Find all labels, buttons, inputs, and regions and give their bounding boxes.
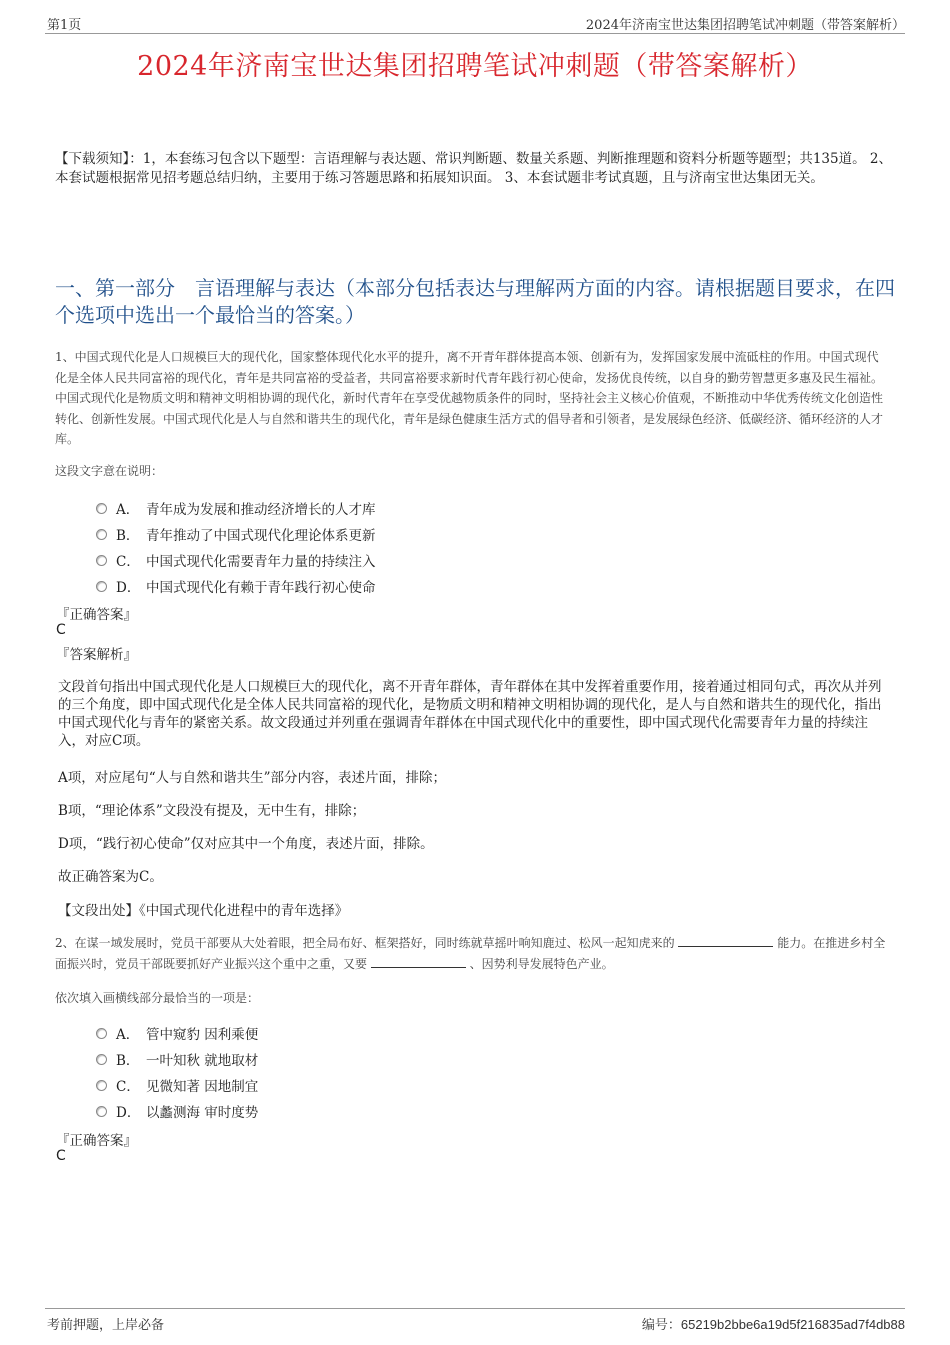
- radio-icon[interactable]: [96, 555, 107, 566]
- option-text: 管中窥豹 因利乘便: [146, 1027, 259, 1043]
- option-text: 中国式现代化需要青年力量的持续注入: [146, 554, 376, 570]
- option-text: 一叶知秋 就地取材: [146, 1053, 259, 1069]
- footer-divider: [45, 1308, 905, 1309]
- question-1-analysis: 文段首句指出中国式现代化是人口规模巨大的现代化，离不开青年群体，青年群体在其中发挥着重要作用，接着通过相同句式，再次从并列的三个角度，即中国式现代化是全体人民共同富裕的现代化，是物质文明和精神文明相协调的现代化，是人与自然和谐共生的现代化，指出中国式现代化与青年的紧密关系。故文段通过并列重在强调青年群体在中国式现代化中的重要性，即中国式现代化需要青年力量的持续注入，对应C项。: [58, 679, 882, 749]
- question-1-answer-label: 『正确答案』: [56, 607, 137, 623]
- fill-blank-1: [678, 934, 773, 947]
- question-2-text: [55, 933, 890, 974]
- fill-blank-2: [371, 955, 466, 968]
- question-1-text: 1、中国式现代化是人口规模巨大的现代化，国家整体现代化水平的提升，离不开青年群体提高本领、创新有为，发挥国家发展中流砥柱的作用。中国式现代化是全体人民共同富裕的现代化，青年是共同富裕的受益者，共同富裕要求新时代青年践行初心使命，发扬优良传统，以自身的勤劳智慧更多惠及民生福祉。中国式现代化是物质文明和精神文明相协调的现代化，新时代青年在享受优越物质条件的同时，坚持社会主义核心价值观，不断推动中华优秀传统文化创造性转化、创新性发展。中国式现代化是人与自然和谐共生的现代化，青年是绿色健康生活方式的倡导者和引领者，是发展绿色经济、低碳经济、循环经济的人才库。: [55, 350, 884, 446]
- option-key: D．: [116, 580, 141, 596]
- option-text: 青年成为发展和推动经济增长的人才库: [146, 502, 376, 518]
- question-1-option-b[interactable]: [96, 524, 376, 544]
- option-key: C．: [116, 1079, 140, 1095]
- analysis-line: 故正确答案为C。: [58, 869, 163, 885]
- question-2-option-d[interactable]: [96, 1101, 258, 1121]
- radio-icon[interactable]: [96, 1080, 107, 1091]
- radio-icon[interactable]: [96, 581, 107, 592]
- option-text: 以蠡测海 审时度势: [146, 1105, 259, 1121]
- page-number: 第1页: [47, 18, 82, 33]
- question-2-option-b[interactable]: [96, 1049, 258, 1069]
- option-key: D．: [116, 1105, 141, 1121]
- radio-icon[interactable]: [96, 1054, 107, 1065]
- header-divider: [45, 33, 905, 34]
- option-key: B．: [116, 1053, 140, 1069]
- download-notice: 【下载须知】：1，本套练习包含以下题型：言语理解与表达题、常识判断题、数量关系题、判断推理题和资料分析题等题型；共135道。 2、本套试题根据常见招考题总结归纳，主要用于练习答题思路和拓展知识面。 3、本套试题非考试真题，且与济南宝世达集团无关。: [55, 151, 892, 186]
- radio-icon[interactable]: [96, 529, 107, 540]
- option-text: 中国式现代化有赖于青年践行初心使命: [146, 580, 376, 596]
- question-1-option-a[interactable]: [96, 498, 376, 518]
- question-2-part3: 、因势利导发展特色产业。: [469, 956, 614, 971]
- question-2-prompt: 依次填入画横线部分最恰当的一项是：: [55, 991, 260, 1005]
- question-2-answer: C: [56, 1148, 66, 1164]
- radio-icon[interactable]: [96, 1028, 107, 1039]
- analysis-line: D项，“践行初心使命”仅对应其中一个角度，表述片面，排除。: [58, 836, 434, 852]
- analysis-line: B项，“理论体系”文段没有提及，无中生有，排除；: [58, 803, 366, 819]
- option-text: 见微知著 因地制宜: [146, 1079, 259, 1095]
- section-heading: 一、第一部分 言语理解与表达（本部分包括表达与理解两方面的内容。请根据题目要求，在四个选项中选出一个最恰当的答案。）: [55, 276, 895, 327]
- option-key: A．: [116, 1027, 140, 1043]
- question-2-part2: 能力。在推进乡村全面振兴时，党员干部既要抓好产业振兴这个重中之重，又要: [55, 936, 886, 971]
- option-key: C．: [116, 554, 140, 570]
- option-key: B．: [116, 528, 140, 544]
- footer-slogan: 考前押题，上岸必备: [47, 1318, 165, 1333]
- question-2-option-c[interactable]: [96, 1075, 258, 1095]
- option-key: A．: [116, 502, 140, 518]
- radio-icon[interactable]: [96, 1106, 107, 1117]
- question-2-option-a[interactable]: [96, 1023, 258, 1043]
- question-1-answer: C: [56, 622, 66, 638]
- source-line: 【文段出处】《中国式现代化进程中的青年选择》: [58, 903, 349, 919]
- analysis-line: A项，对应尾句“人与自然和谐共生”部分内容，表述片面，排除；: [58, 770, 447, 786]
- question-1-prompt: 这段文字意在说明：: [55, 464, 164, 478]
- question-1-option-c[interactable]: [96, 550, 376, 570]
- question-1-analysis-label: 『答案解析』: [56, 647, 137, 663]
- header-doc-title: 2024年济南宝世达集团招聘笔试冲刺题（带答案解析）: [585, 18, 905, 33]
- page-title: 2024年济南宝世达集团招聘笔试冲刺题（带答案解析）: [137, 51, 813, 82]
- footer-serial: 编号：65219b2bbe6a19d5f216835ad7f4db88: [641, 1317, 905, 1332]
- question-2-part1: 2、在谋一域发展时，党员干部要从大处着眼，把全局布好、框架搭好，同时练就草摇叶响知鹿过、松风一起知虎来的: [55, 936, 675, 950]
- question-2-answer-label: 『正确答案』: [56, 1133, 137, 1149]
- option-text: 青年推动了中国式现代化理论体系更新: [146, 528, 376, 544]
- question-1-option-d[interactable]: [96, 576, 376, 596]
- radio-icon[interactable]: [96, 503, 107, 514]
